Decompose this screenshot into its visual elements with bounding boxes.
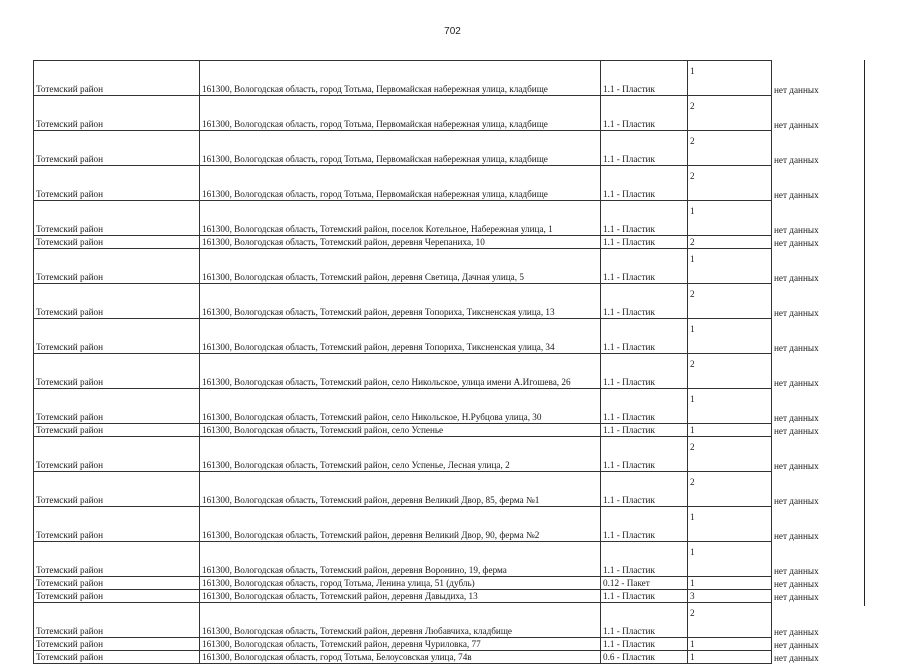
data-status-cell: нет данных [772, 284, 834, 319]
container-count-cell: 2 [688, 131, 772, 166]
address-cell: 161300, Вологодская область, город Тотьма, Ленина улица, 51 (дубль) [200, 577, 601, 590]
district-cell: Тотемский район [34, 236, 200, 249]
address-cell: 161300, Вологодская область, Тотемский район, деревня Топориха, Тиксненская улица, 13 [200, 284, 601, 319]
container-type-cell: 1.1 - Пластик [601, 389, 688, 424]
table-row [34, 437, 834, 472]
data-status-cell: нет данных [772, 590, 834, 603]
address-cell: 161300, Вологодская область, город Тотьма, Белоусовская улица, 74в [200, 651, 601, 664]
address-cell: 161300, Вологодская область, город Тотьма, Первомайская набережная улица, кладбище [200, 61, 601, 96]
data-status-cell: нет данных [772, 389, 834, 424]
container-type-cell: 1.1 - Пластик [601, 507, 688, 542]
data-status-cell: нет данных [772, 424, 834, 437]
table-row [34, 96, 834, 131]
container-count-cell: 1 [688, 542, 772, 577]
data-status-cell: нет данных [772, 507, 834, 542]
data-status-cell: нет данных [772, 96, 834, 131]
container-type-cell: 1.1 - Пластик [601, 590, 688, 603]
district-cell: Тотемский район [34, 354, 200, 389]
table-row [34, 284, 834, 319]
district-cell: Тотемский район [34, 472, 200, 507]
container-type-cell: 1.1 - Пластик [601, 201, 688, 236]
container-count-cell: 1 [688, 201, 772, 236]
table-row [34, 577, 834, 590]
address-cell: 161300, Вологодская область, город Тотьма, Первомайская набережная улица, кладбище [200, 96, 601, 131]
container-type-cell: 1.1 - Пластик [601, 424, 688, 437]
container-count-cell: 1 [688, 651, 772, 664]
address-cell: 161300, Вологодская область, Тотемский район, деревня Воронино, 19, ферма [200, 542, 601, 577]
address-cell: 161300, Вологодская область, Тотемский район, деревня Светица, Дачная улица, 5 [200, 249, 601, 284]
container-type-cell: 0.12 - Пакет [601, 577, 688, 590]
container-count-cell: 2 [688, 354, 772, 389]
district-cell: Тотемский район [34, 542, 200, 577]
data-status-cell: нет данных [772, 437, 834, 472]
district-cell: Тотемский район [34, 389, 200, 424]
data-table-container [33, 60, 868, 664]
district-cell: Тотемский район [34, 201, 200, 236]
data-status-cell: нет данных [772, 472, 834, 507]
table-row [34, 201, 834, 236]
address-cell: 161300, Вологодская область, Тотемский район, деревня Топориха, Тиксненская улица, 34 [200, 319, 601, 354]
district-cell: Тотемский район [34, 284, 200, 319]
table-row [34, 354, 834, 389]
container-type-cell: 1.1 - Пластик [601, 61, 688, 96]
container-type-cell: 1.1 - Пластик [601, 319, 688, 354]
data-status-cell: нет данных [772, 651, 834, 664]
district-cell: Тотемский район [34, 131, 200, 166]
data-status-cell: нет данных [772, 542, 834, 577]
table-body [34, 61, 834, 664]
container-type-cell: 1.1 - Пластик [601, 249, 688, 284]
container-type-cell: 1.1 - Пластик [601, 284, 688, 319]
container-count-cell: 1 [688, 249, 772, 284]
container-count-cell: 1 [688, 507, 772, 542]
table-row [34, 603, 834, 638]
address-cell: 161300, Вологодская область, город Тотьма, Первомайская набережная улица, кладбище [200, 166, 601, 201]
container-type-cell: 1.1 - Пластик [601, 472, 688, 507]
address-cell: 161300, Вологодская область, Тотемский район, деревня Давыдиха, 13 [200, 590, 601, 603]
container-type-cell: 1.1 - Пластик [601, 542, 688, 577]
address-cell: 161300, Вологодская область, Тотемский район, село Успенье [200, 424, 601, 437]
table-row [34, 61, 834, 96]
container-type-cell: 1.1 - Пластик [601, 638, 688, 651]
data-status-cell: нет данных [772, 166, 834, 201]
district-cell: Тотемский район [34, 603, 200, 638]
container-count-cell: 1 [688, 61, 772, 96]
table-row [34, 389, 834, 424]
address-cell: 161300, Вологодская область, Тотемский район, село Никольское, Н.Рубцова улица, 30 [200, 389, 601, 424]
container-count-cell: 3 [688, 590, 772, 603]
data-status-cell: нет данных [772, 249, 834, 284]
data-table [33, 60, 834, 664]
address-cell: 161300, Вологодская область, Тотемский район, деревня Черепаниха, 10 [200, 236, 601, 249]
district-cell: Тотемский район [34, 507, 200, 542]
table-row [34, 472, 834, 507]
data-status-cell: нет данных [772, 131, 834, 166]
district-cell: Тотемский район [34, 437, 200, 472]
container-count-cell: 2 [688, 96, 772, 131]
data-status-cell: нет данных [772, 354, 834, 389]
table-row [34, 590, 834, 603]
page-number: 702 [444, 26, 461, 37]
container-count-cell: 1 [688, 577, 772, 590]
container-type-cell: 1.1 - Пластик [601, 131, 688, 166]
table-row [34, 319, 834, 354]
district-cell: Тотемский район [34, 249, 200, 284]
container-type-cell: 1.1 - Пластик [601, 166, 688, 201]
table-row [34, 166, 834, 201]
table-row [34, 638, 834, 651]
address-cell: 161300, Вологодская область, город Тотьма, Первомайская набережная улица, кладбище [200, 131, 601, 166]
district-cell: Тотемский район [34, 61, 200, 96]
data-status-cell: нет данных [772, 603, 834, 638]
district-cell: Тотемский район [34, 166, 200, 201]
container-count-cell: 1 [688, 424, 772, 437]
table-row [34, 236, 834, 249]
address-cell: 161300, Вологодская область, Тотемский район, деревня Великий Двор, 85, ферма №1 [200, 472, 601, 507]
data-status-cell: нет данных [772, 319, 834, 354]
right-margin-rule [864, 60, 865, 606]
table-row [34, 424, 834, 437]
container-type-cell: 1.1 - Пластик [601, 96, 688, 131]
district-cell: Тотемский район [34, 651, 200, 664]
container-type-cell: 0.6 - Пластик [601, 651, 688, 664]
table-row [34, 131, 834, 166]
container-count-cell: 2 [688, 236, 772, 249]
district-cell: Тотемский район [34, 638, 200, 651]
address-cell: 161300, Вологодская область, Тотемский район, деревня Великий Двор, 90, ферма №2 [200, 507, 601, 542]
container-count-cell: 1 [688, 638, 772, 651]
data-status-cell: нет данных [772, 236, 834, 249]
container-type-cell: 1.1 - Пластик [601, 603, 688, 638]
address-cell: 161300, Вологодская область, Тотемский район, деревня Чуриловка, 77 [200, 638, 601, 651]
address-cell: 161300, Вологодская область, Тотемский район, деревня Любавчиха, кладбище [200, 603, 601, 638]
district-cell: Тотемский район [34, 424, 200, 437]
district-cell: Тотемский район [34, 590, 200, 603]
container-type-cell: 1.1 - Пластик [601, 236, 688, 249]
container-count-cell: 2 [688, 284, 772, 319]
address-cell: 161300, Вологодская область, Тотемский район, село Никольское, улица имени А.Игошева, 26 [200, 354, 601, 389]
container-type-cell: 1.1 - Пластик [601, 437, 688, 472]
data-status-cell: нет данных [772, 201, 834, 236]
address-cell: 161300, Вологодская область, Тотемский район, поселок Котельное, Набережная улица, 1 [200, 201, 601, 236]
district-cell: Тотемский район [34, 96, 200, 131]
district-cell: Тотемский район [34, 319, 200, 354]
container-count-cell: 1 [688, 319, 772, 354]
container-type-cell: 1.1 - Пластик [601, 354, 688, 389]
container-count-cell: 1 [688, 389, 772, 424]
table-row [34, 542, 834, 577]
container-count-cell: 2 [688, 603, 772, 638]
container-count-cell: 2 [688, 472, 772, 507]
table-row [34, 651, 834, 664]
data-status-cell: нет данных [772, 638, 834, 651]
data-status-cell: нет данных [772, 61, 834, 96]
container-count-cell: 2 [688, 437, 772, 472]
address-cell: 161300, Вологодская область, Тотемский район, село Успенье, Лесная улица, 2 [200, 437, 601, 472]
table-row [34, 249, 834, 284]
container-count-cell: 2 [688, 166, 772, 201]
data-status-cell: нет данных [772, 577, 834, 590]
district-cell: Тотемский район [34, 577, 200, 590]
table-row [34, 507, 834, 542]
